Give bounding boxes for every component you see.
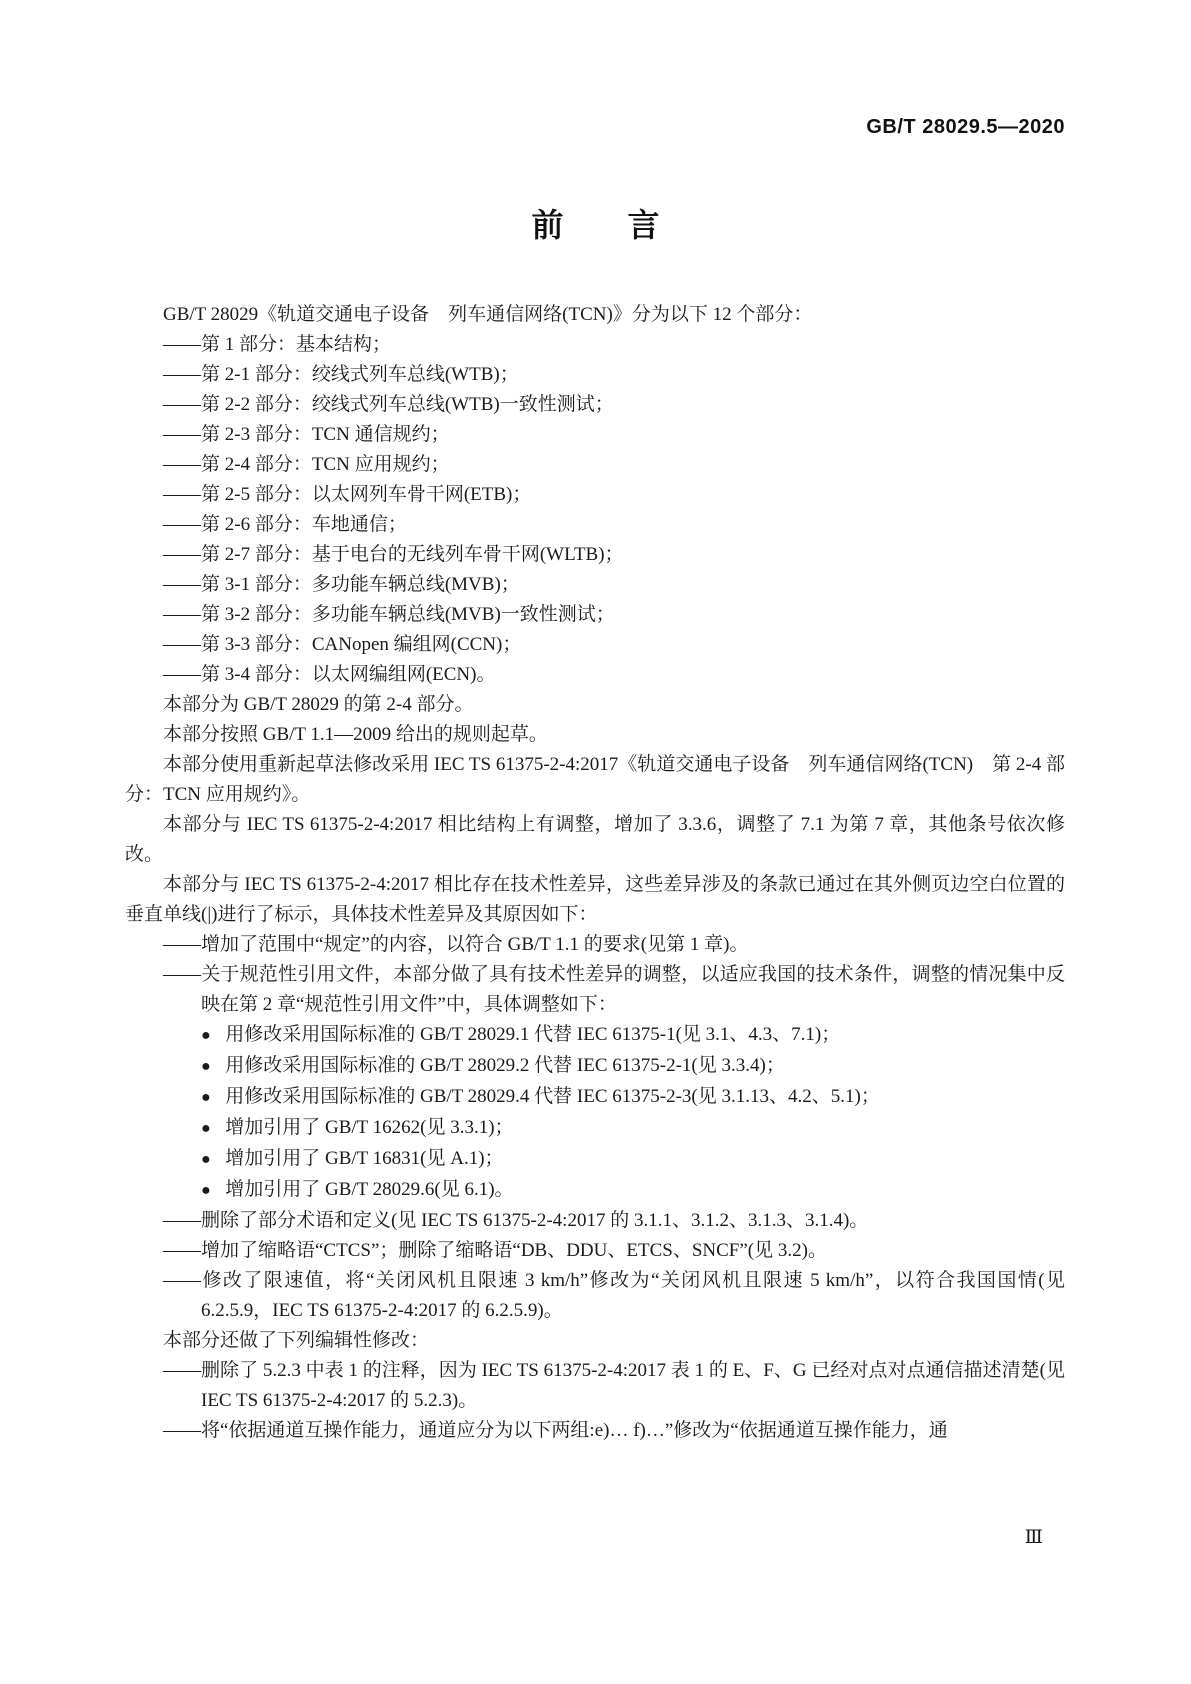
dash-item: ——关于规范性引用文件，本部分做了具有技术性差异的调整，以适应我国的技术条件，调整的情况集中反映在第 2 章“规范性引用文件”中，具体调整如下： <box>125 960 1065 1020</box>
document-body <box>125 300 1065 1446</box>
dash-marker: —— <box>163 454 201 475</box>
page-number: Ⅲ <box>1024 1527 1043 1548</box>
bullet-marker: ● <box>201 1089 211 1106</box>
dash-marker: —— <box>163 1420 201 1441</box>
dash-item: ——第 3-1 部分：多功能车辆总线(MVB)； <box>125 570 1065 600</box>
dash-marker: —— <box>163 604 201 625</box>
standard-number: GB/T 28029.5—2020 <box>866 116 1065 138</box>
dash-marker: —— <box>163 364 201 385</box>
dash-item: ——第 2-1 部分：绞线式列车总线(WTB)； <box>125 360 1065 390</box>
bullet-item: ● 增加引用了 GB/T 28029.6(见 6.1)。 <box>125 1175 1065 1206</box>
dash-item: ——第 2-2 部分：绞线式列车总线(WTB)一致性测试； <box>125 390 1065 420</box>
paragraph: 本部分使用重新起草法修改采用 IEC TS 61375-2-4:2017《轨道交通电子设备 列车通信网络(TCN) 第 2-4 部分：TCN 应用规约》。 <box>125 754 1065 805</box>
dash-item: ——修改了限速值，将“关闭风机且限速 3 km/h”修改为“关闭风机且限速 5 km/h”，以符合我国国情(见 6.2.5.9，IEC TS 61375-2-4:2017 的 6.2.5.9)。 <box>125 1266 1065 1326</box>
dash-item: ——第 3-4 部分：以太网编组网(ECN)。 <box>125 660 1065 690</box>
bullet-item: ● 用修改采用国际标准的 GB/T 28029.4 代替 IEC 61375-2-3(见 3.1.13、4.2、5.1)； <box>125 1082 1065 1113</box>
page-title: 前 言 <box>531 207 660 243</box>
bullet-marker: ● <box>201 1027 211 1044</box>
dash-item: ——删除了部分术语和定义(见 IEC TS 61375-2-4:2017 的 3.1.1、3.1.2、3.1.3、3.1.4)。 <box>125 1206 1065 1236</box>
bullet-item: ● 增加引用了 GB/T 16262(见 3.3.1)； <box>125 1113 1065 1144</box>
bullet-item: ● 用修改采用国际标准的 GB/T 28029.2 代替 IEC 61375-2-1(见 3.3.4)； <box>125 1051 1065 1082</box>
dash-item: ——第 2-6 部分：车地通信； <box>125 510 1065 540</box>
dash-marker: —— <box>163 1240 201 1261</box>
dash-marker: —— <box>163 544 201 565</box>
dash-marker: —— <box>163 334 201 355</box>
dash-marker: —— <box>163 514 201 535</box>
paragraph: 本部分为 GB/T 28029 的第 2-4 部分。 <box>163 694 474 715</box>
paragraph: 本部分与 IEC TS 61375-2-4:2017 相比结构上有调整，增加了 3.3.6，调整了 7.1 为第 7 章，其他条号依次修改。 <box>125 814 1065 865</box>
dash-item: ——第 2-3 部分：TCN 通信规约； <box>125 420 1065 450</box>
bullet-marker: ● <box>201 1182 211 1199</box>
dash-item: ——删除了 5.2.3 中表 1 的注释，因为 IEC TS 61375-2-4:2017 表 1 的 E、F、G 已经对点对点通信描述清楚(见 IEC TS 61375-2-4:2017 的 5.2.3)。 <box>125 1356 1065 1416</box>
dash-item: ——第 3-3 部分：CANopen 编组网(CCN)； <box>125 630 1065 660</box>
dash-marker: —— <box>163 424 201 445</box>
dash-item: ——增加了范围中“规定”的内容，以符合 GB/T 1.1 的要求(见第 1 章)。 <box>125 930 1065 960</box>
bullet-item: ● 增加引用了 GB/T 16831(见 A.1)； <box>125 1144 1065 1175</box>
bullet-marker: ● <box>201 1058 211 1075</box>
dash-item: ——将“依据通道互操作能力，通道应分为以下两组:e)… f)…”修改为“依据通道互操作能力，通 <box>125 1416 1065 1446</box>
dash-marker: —— <box>163 634 201 655</box>
dash-marker: —— <box>163 1210 201 1231</box>
dash-marker: —— <box>163 1270 201 1291</box>
paragraph: GB/T 28029《轨道交通电子设备 列车通信网络(TCN)》分为以下 12 个部分： <box>163 304 813 325</box>
dash-marker: —— <box>163 964 201 985</box>
bullet-marker: ● <box>201 1120 211 1137</box>
paragraph: 本部分还做了下列编辑性修改： <box>163 1330 430 1351</box>
dash-item: ——第 2-4 部分：TCN 应用规约； <box>125 450 1065 480</box>
dash-marker: —— <box>163 1360 201 1381</box>
dash-item: ——第 1 部分：基本结构； <box>125 330 1065 360</box>
dash-item: ——第 2-7 部分：基于电台的无线列车骨干网(WLTB)； <box>125 540 1065 570</box>
dash-marker: —— <box>163 394 201 415</box>
dash-item: ——增加了缩略语“CTCS”；删除了缩略语“DB、DDU、ETCS、SNCF”(见 3.2)。 <box>125 1236 1065 1266</box>
bullet-item: ● 用修改采用国际标准的 GB/T 28029.1 代替 IEC 61375-1(见 3.1、4.3、7.1)； <box>125 1020 1065 1051</box>
dash-marker: —— <box>163 934 201 955</box>
paragraph: 本部分与 IEC TS 61375-2-4:2017 相比存在技术性差异，这些差异涉及的条款已通过在其外侧页边空白位置的垂直单线(|)进行了标示，具体技术性差异及其原因如下： <box>125 874 1065 925</box>
paragraph: 本部分按照 GB/T 1.1—2009 给出的规则起草。 <box>163 724 548 745</box>
dash-item: ——第 2-5 部分：以太网列车骨干网(ETB)； <box>125 480 1065 510</box>
dash-marker: —— <box>163 574 201 595</box>
bullet-marker: ● <box>201 1151 211 1168</box>
dash-marker: —— <box>163 664 201 685</box>
dash-marker: —— <box>163 484 201 505</box>
dash-item: ——第 3-2 部分：多功能车辆总线(MVB)一致性测试； <box>125 600 1065 630</box>
